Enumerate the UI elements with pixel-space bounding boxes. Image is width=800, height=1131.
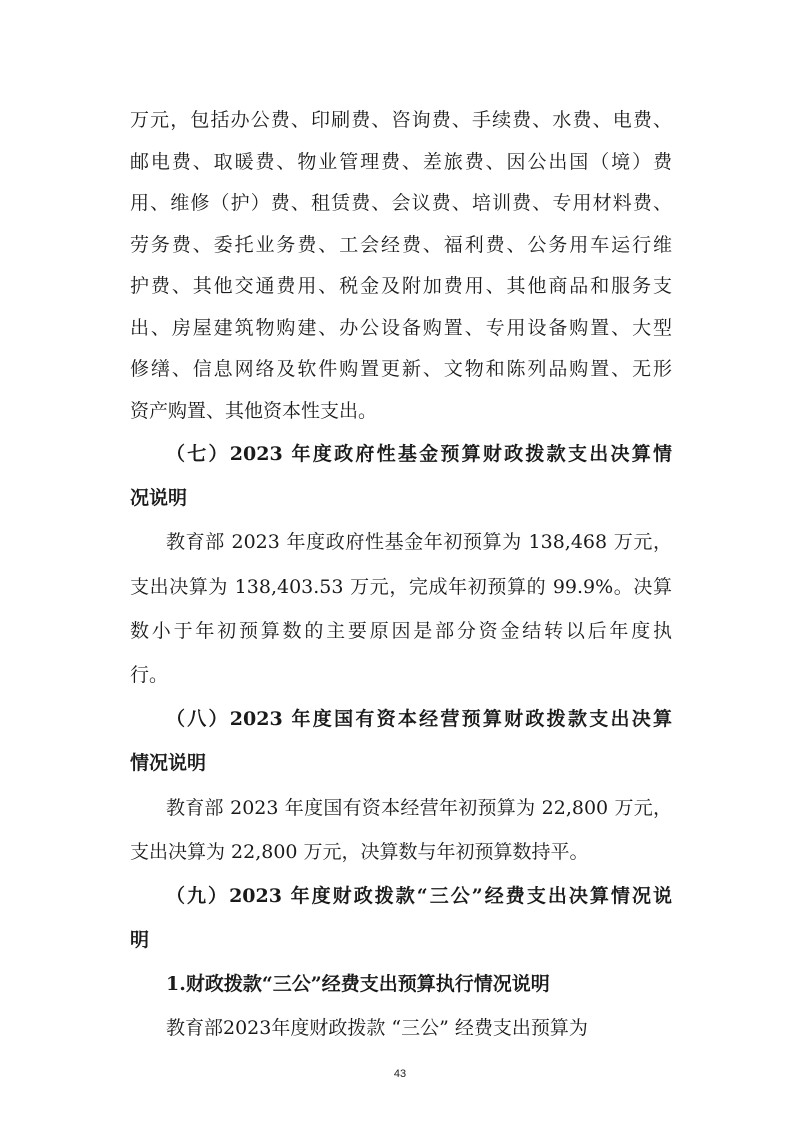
text-line: 修缮、信息网络及软件购置更新、文物和陈列品购置、无形 [130, 358, 672, 380]
text-line: 1.财政拨款“三公”经费支出预算执行情况说明 [166, 973, 550, 996]
section-heading [130, 874, 672, 962]
text-line: 劳务费、委托业务费、工会经费、福利费、公务用车运行维 [130, 233, 672, 256]
text-line: 数小于年初预算数的主要原因是部分资金结转以后年度执 [130, 619, 672, 642]
paragraph [130, 100, 672, 432]
page-number: 43 [393, 1068, 407, 1080]
text-line: 明 [130, 929, 150, 952]
text-line: （九）2023 年度财政拨款“三公”经费支出决算情况说 [166, 884, 672, 907]
text-line: 教育部 2023 年度政府性基金年初预算为 138,468 万元， [166, 531, 672, 554]
text-line: 教育部 2023 年度国有资本经营年初预算为 22,800 万元， [166, 796, 672, 819]
text-line: 邮电费、取暖费、物业管理费、差旅费、因公出国（境）费 [130, 150, 672, 173]
text-line: 支出决算为 138,403.53 万元，完成年初预算的 99.9%。决算 [130, 575, 672, 598]
text-line: 支出决算为 22,800 万元，决算数与年初预算数持平。 [130, 840, 589, 863]
paragraph [130, 786, 672, 874]
paragraph [130, 1006, 672, 1050]
text-line: （八）2023 年度国有资本经营预算财政拨款支出决算 [166, 708, 672, 731]
document-page [130, 100, 672, 1051]
section-heading [130, 697, 672, 785]
text-line: 行。 [130, 663, 169, 686]
text-line: 出、房屋建筑物购建、办公设备购置、专用设备购置、大型 [130, 316, 672, 339]
text-line: 教育部2023年度财政拨款 “三公” 经费支出预算为 [166, 1017, 588, 1040]
section-heading [130, 432, 672, 520]
paragraph [130, 520, 672, 697]
text-line: 用、维修（护）费、租赁费、会议费、培训费、专用材料费、 [130, 192, 672, 214]
text-line: 资产购置、其他资本性支出。 [130, 399, 378, 422]
text-line: 情况说明 [130, 752, 207, 775]
subsection-heading [130, 962, 672, 1006]
text-line: 护费、其他交通费用、税金及附加费用、其他商品和服务支 [130, 275, 672, 297]
text-line: （七）2023 年度政府性基金预算财政拨款支出决算情 [166, 443, 672, 465]
text-line: 况说明 [130, 487, 188, 510]
text-line: 万元，包括办公费、印刷费、咨询费、手续费、水费、电费、 [130, 109, 672, 131]
